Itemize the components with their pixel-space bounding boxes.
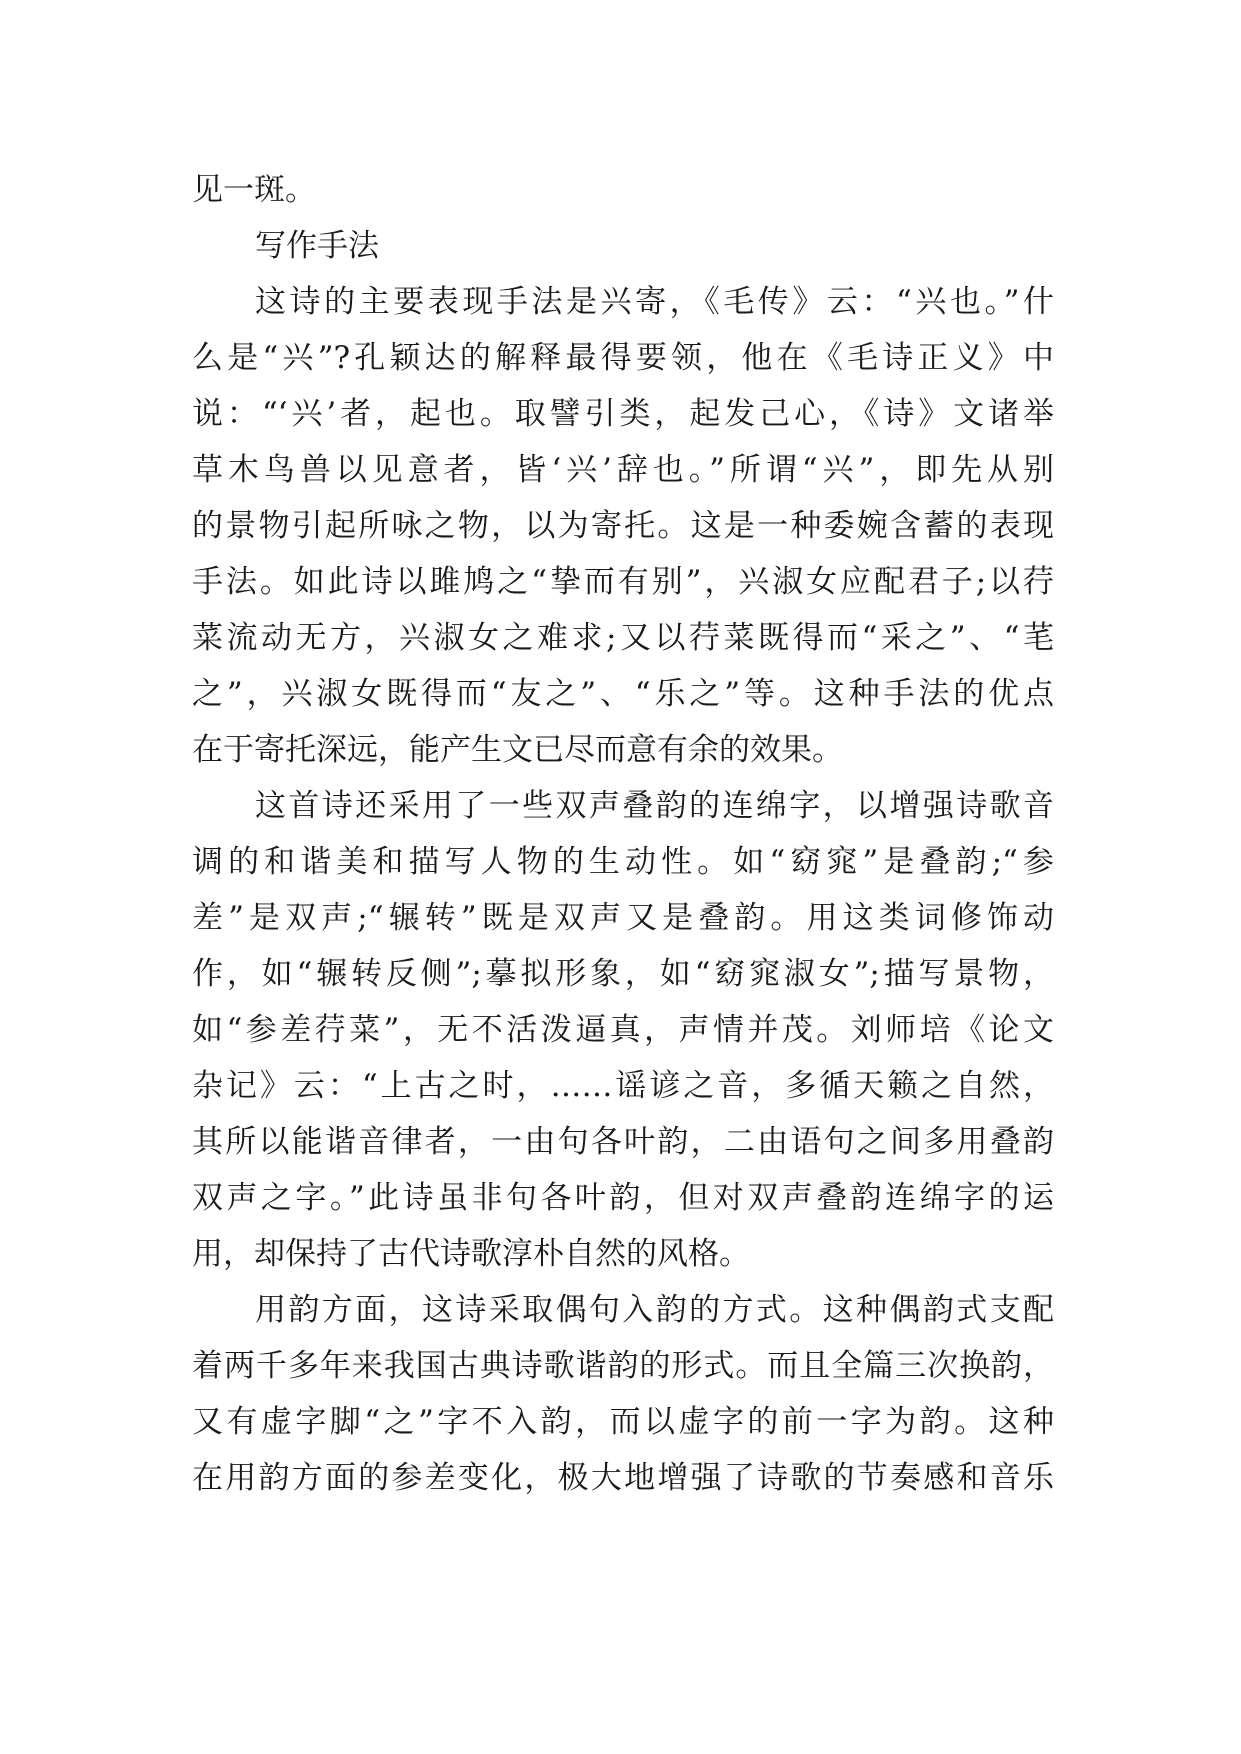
text-line: 在用韵方面的参差变化，极大地增强了诗歌的节奏感和音乐	[192, 1460, 1054, 1496]
text-line: 这诗的主要表现手法是兴寄，《毛传》云：“兴也。”什	[255, 284, 1054, 320]
text-line: 又有虚字脚“之”字不入韵，而以虚字的前一字为韵。这种	[192, 1404, 1054, 1440]
text-line: 双声之字。”此诗虽非句各叶韵，但对双声叠韵连绵字的运	[192, 1180, 1054, 1216]
text-line: 手法。如此诗以雎鸠之“挚而有别”，兴淑女应配君子;以荇	[192, 564, 1054, 600]
text-line: 的景物引起所咏之物，以为寄托。这是一种委婉含蓄的表现	[192, 508, 1054, 544]
text-line: 草木鸟兽以见意者，皆‘兴’辞也。”所谓“兴”，即先从别	[192, 452, 1054, 488]
text-line: 菜流动无方，兴淑女之难求;又以荇菜既得而“采之”、“芼	[192, 620, 1054, 656]
text-line: 如“参差荇菜”，无不活泼逼真，声情并茂。刘师培《论文	[192, 1012, 1054, 1048]
section-heading: 写作手法	[255, 228, 379, 264]
text-line: 说：“‘兴’者，起也。取譬引类，起发己心，《诗》文诸举	[192, 396, 1054, 432]
text-line: 这首诗还采用了一些双声叠韵的连绵字，以增强诗歌音	[255, 788, 1054, 824]
text-line: 之”，兴淑女既得而“友之”、“乐之”等。这种手法的优点	[192, 676, 1054, 712]
text-line: 见一斑。	[192, 172, 316, 208]
body-text	[192, 162, 1054, 1506]
text-line: 着两千多年来我国古典诗歌谐韵的形式。而且全篇三次换韵，	[192, 1348, 1054, 1384]
text-line: 作，如“辗转反侧”;摹拟形象，如“窈窕淑女”;描写景物，	[192, 956, 1054, 992]
text-line: 么是“兴”?孔颖达的解释最得要领，他在《毛诗正义》中	[192, 340, 1054, 376]
text-line: 差”是双声;“辗转”既是双声又是叠韵。用这类词修饰动	[192, 900, 1054, 936]
text-line: 调的和谐美和描写人物的生动性。如“窈窕”是叠韵;“参	[192, 844, 1054, 880]
text-line: 用韵方面，这诗采取偶句入韵的方式。这种偶韵式支配	[255, 1292, 1054, 1328]
text-line: 杂记》云：“上古之时，……谣谚之音，多循天籁之自然，	[192, 1068, 1054, 1104]
text-line: 在于寄托深远，能产生文已尽而意有余的效果。	[192, 732, 843, 768]
text-line: 其所以能谐音律者，一由句各叶韵，二由语句之间多用叠韵	[192, 1124, 1054, 1160]
text-line: 用，却保持了古代诗歌淳朴自然的风格。	[192, 1236, 750, 1272]
